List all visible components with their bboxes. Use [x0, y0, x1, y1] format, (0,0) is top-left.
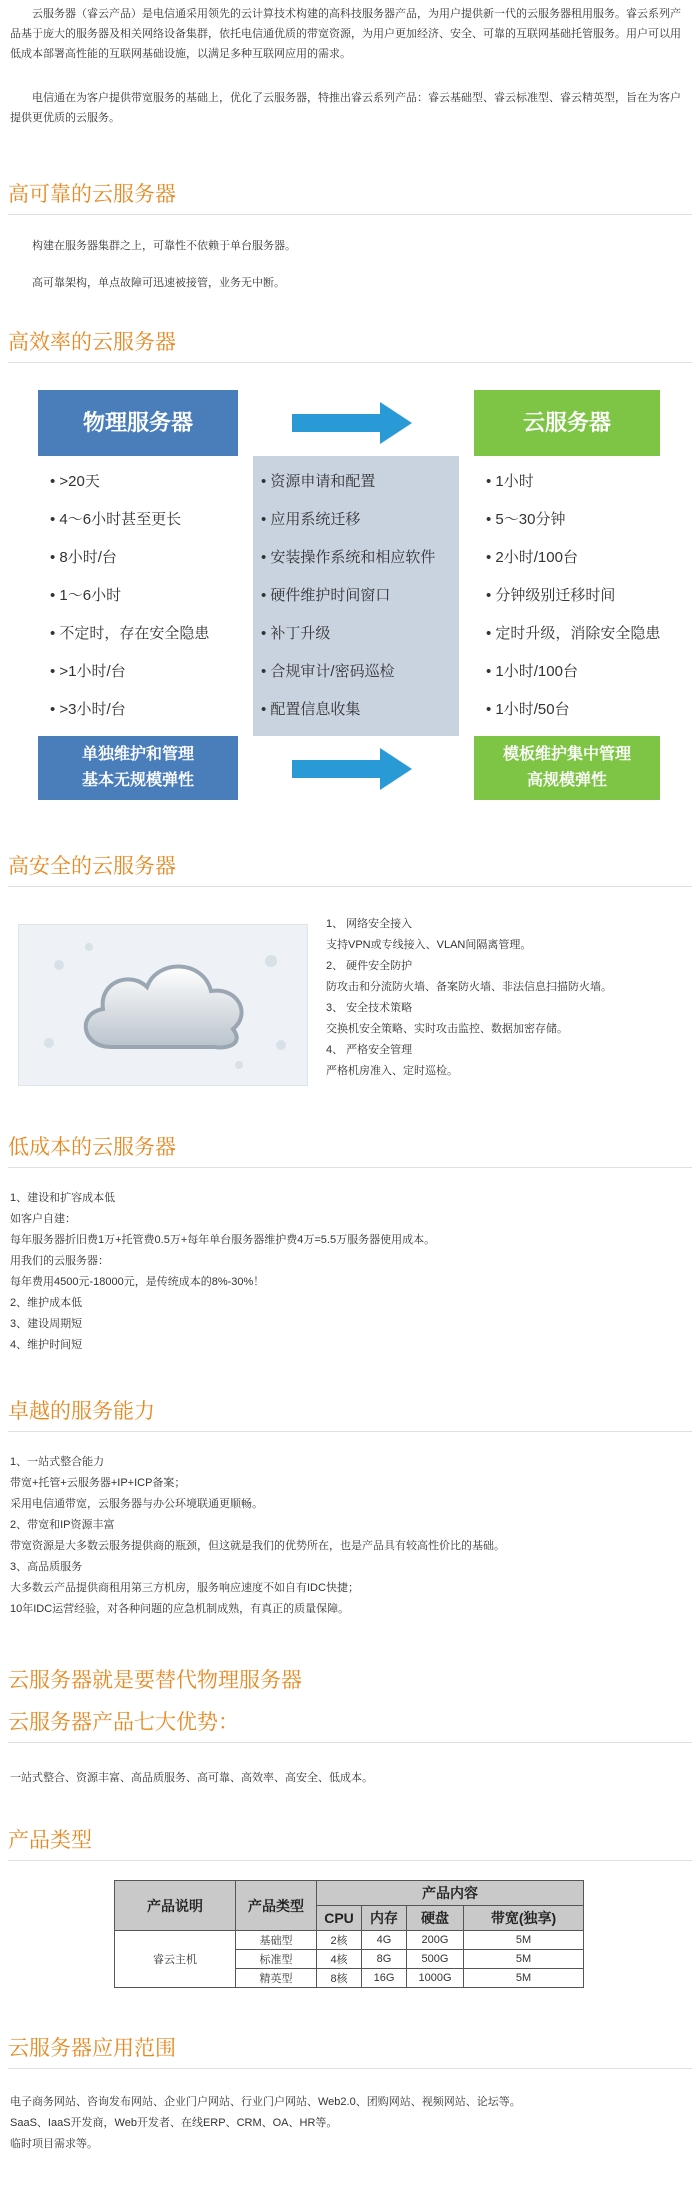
section-heading-secure: 高安全的云服务器: [8, 855, 176, 878]
product-name-cell: 睿云主机: [115, 1931, 236, 1988]
physical-footer-line-1: 单独维护和管理: [81, 746, 194, 763]
list-item: • 不定时，存在安全隐患: [50, 625, 210, 642]
arrow-right-icon: [292, 748, 412, 790]
cloud-security-illustration: [18, 924, 308, 1086]
security-item: 3、 安全技术策略: [326, 1002, 413, 1014]
security-item: 1、 网络安全接入: [326, 918, 413, 930]
lowcost-item: 用我们的云服务器：: [10, 1255, 109, 1267]
lowcost-item: 2、维护成本低: [10, 1297, 83, 1309]
divider: [8, 1167, 692, 1168]
table-cell: 4核: [317, 1950, 362, 1969]
list-item: • 1小时/100台: [486, 663, 578, 680]
list-item: • 定时升级，消除安全隐患: [486, 625, 661, 642]
lowcost-item: 3、建设周期短: [10, 1318, 83, 1330]
table-subheader-memory: 内存: [362, 1906, 407, 1931]
table-subheader-cpu: CPU: [317, 1906, 362, 1931]
section-heading-efficient: 高效率的云服务器: [8, 331, 176, 354]
service-item: 带宽+托管+云服务器+IP+ICP备案；: [10, 1477, 186, 1489]
list-item: • 1～6小时: [50, 587, 122, 604]
list-item: • >20天: [50, 473, 100, 490]
section-heading-types: 产品类型: [8, 1829, 92, 1852]
cloud-footer-line-2: 高规模弹性: [526, 772, 607, 789]
cloud-server-title: 云服务器: [474, 390, 660, 456]
list-item: • 补丁升级: [261, 625, 331, 642]
intro-paragraph-1: 云服务器（睿云产品）是电信通采用领先的云计算技术构建的高科技服务器产品，为用户提供新一代的云服务器租用服务。睿云系列产品基于庞大的服务器及相关网络设备集群，依托电信通优质的带宽资源，为用户更加经济、安全、可靠的互联网基础托管服务。用户可以用低成本部署高性能的互联网基础设施，以满足多种互联网应用的需求。: [10, 8, 681, 60]
list-item: • 安装操作系统和相应软件: [261, 549, 436, 566]
list-item: • 配置信息收集: [261, 701, 361, 718]
physical-server-title: 物理服务器: [38, 390, 238, 456]
service-item: 大多数云产品提供商租用第三方机房，服务响应速度不如自有IDC快捷；: [10, 1582, 359, 1594]
table-row: [115, 1931, 584, 1950]
reliable-text-2: 高可靠架构，单点故障可迅速被接管，业务无中断。: [32, 277, 285, 289]
cloud-server-footer: [474, 736, 660, 800]
list-item: • 分钟级别迁移时间: [486, 587, 616, 604]
lowcost-item: 1、建设和扩容成本低: [10, 1192, 116, 1204]
security-item: 严格机房准入、定时巡检。: [326, 1065, 458, 1077]
divider: [8, 362, 692, 363]
table-cell: 5M: [464, 1950, 584, 1969]
table-cell: 8核: [317, 1969, 362, 1988]
table-subheader-bandwidth: 带宽(独享): [464, 1906, 584, 1931]
section-heading-service: 卓越的服务能力: [8, 1400, 155, 1423]
physical-footer-line-2: 基本无规模弹性: [81, 772, 194, 789]
table-subheader-disk: 硬盘: [407, 1906, 464, 1931]
divider: [8, 214, 692, 215]
scope-item: 临时项目需求等。: [10, 2138, 98, 2150]
list-item: • 2小时/100台: [486, 549, 578, 566]
service-item: 3、高品质服务: [10, 1561, 83, 1573]
product-type-table: [114, 1880, 584, 1988]
table-cell: 8G: [362, 1950, 407, 1969]
list-item: • 4～6小时甚至更长: [50, 511, 182, 528]
physical-server-list: [38, 456, 238, 736]
table-cell: 4G: [362, 1931, 407, 1950]
scope-list: [10, 2092, 690, 2155]
efficiency-comparison-diagram: [38, 390, 660, 800]
service-item: 采用电信通带宽，云服务器与办公环境联通更顺畅。: [10, 1498, 263, 1510]
table-cell: 2核: [317, 1931, 362, 1950]
table-header-type: 产品类型: [236, 1881, 317, 1931]
table-cell: 标准型: [236, 1950, 317, 1969]
section-heading-scope: 云服务器应用范围: [8, 2037, 176, 2060]
lowcost-item: 4、维护时间短: [10, 1339, 83, 1351]
divider: [8, 1431, 692, 1432]
table-header-desc: 产品说明: [115, 1881, 236, 1931]
security-feature-list: [326, 914, 686, 1082]
table-cell: 精英型: [236, 1969, 317, 1988]
divider: [8, 886, 692, 887]
table-cell: 16G: [362, 1969, 407, 1988]
table-cell: 500G: [407, 1950, 464, 1969]
table-cell: 5M: [464, 1969, 584, 1988]
security-item: 4、 严格安全管理: [326, 1044, 413, 1056]
scope-item: SaaS、IaaS开发商，Web开发者、在线ERP、CRM、OA、HR等。: [10, 2117, 338, 2129]
arrow-right-icon: [292, 402, 412, 444]
lowcost-list: [10, 1188, 690, 1356]
list-item: • 硬件维护时间窗口: [261, 587, 391, 604]
section-heading-advantages: 云服务器产品七大优势：: [8, 1711, 239, 1734]
section-heading-replace: 云服务器就是要替代物理服务器: [8, 1669, 302, 1692]
intro-paragraph-2: 电信通在为客户提供带宽服务的基础上，优化了云服务器，特推出睿云系列产品：睿云基础型、睿云标准型、睿云精英型，旨在为客户提供更优质的云服务。: [10, 92, 681, 124]
security-item: 2、 硬件安全防护: [326, 960, 413, 972]
lowcost-item: 每年服务器折旧费1万+托管费0.5万+每年单台服务器维护费4万=5.5万服务器使用成本。: [10, 1234, 436, 1246]
table-cell: 1000G: [407, 1969, 464, 1988]
security-item: 防攻击和分流防火墙、备案防火墙、非法信息扫描防火墙。: [326, 981, 612, 993]
list-item: • 合规审计/密码巡检: [261, 663, 395, 680]
reliable-text-1: 构建在服务器集群之上，可靠性不依赖于单台服务器。: [32, 240, 296, 252]
section-heading-lowcost: 低成本的云服务器: [8, 1136, 176, 1159]
divider: [8, 2068, 692, 2069]
list-item: • 资源申请和配置: [261, 473, 376, 490]
service-list: [10, 1452, 690, 1620]
table-cell: 基础型: [236, 1931, 317, 1950]
table-header-content: 产品内容: [317, 1881, 584, 1906]
service-item: 1、一站式整合能力: [10, 1456, 105, 1468]
list-item: • >3小时/台: [50, 701, 126, 718]
advantages-text: 一站式整合、资源丰富、高品质服务、高可靠、高效率、高安全、低成本。: [10, 1772, 373, 1784]
scope-item: 电子商务网站、咨询发布网站、企业门户网站、行业门户网站、Web2.0、团购网站、视频网站、论坛等。: [10, 2096, 521, 2108]
list-item: • 8小时/台: [50, 549, 117, 566]
service-item: 10年IDC运营经验，对各种问题的应急机制成熟，有真正的质量保障。: [10, 1603, 350, 1615]
cloud-icon: [19, 925, 307, 1085]
cloud-footer-line-1: 模板维护集中管理: [502, 746, 631, 763]
list-item: • 1小时/50台: [486, 701, 570, 718]
table-cell: 5M: [464, 1931, 584, 1950]
section-heading-reliable: 高可靠的云服务器: [8, 183, 176, 206]
table-cell: 200G: [407, 1931, 464, 1950]
service-item: 带宽资源是大多数云服务提供商的瓶颈，但这就是我们的优势所在，也是产品具有较高性价比的基础。: [10, 1540, 505, 1552]
cloud-server-list: [474, 456, 660, 736]
management-tasks-list: [253, 456, 459, 736]
divider: [8, 1860, 692, 1861]
security-item: 交换机安全策略、实时攻击监控、数据加密存储。: [326, 1023, 568, 1035]
list-item: • 1小时: [486, 473, 534, 490]
lowcost-item: 每年费用4500元-18000元，是传统成本的8%-30%！: [10, 1276, 265, 1288]
list-item: • 5～30分钟: [486, 511, 566, 528]
security-item: 支持VPN或专线接入、VLAN间隔离管理。: [326, 939, 532, 951]
list-item: • 应用系统迁移: [261, 511, 361, 528]
divider: [8, 1742, 692, 1743]
lowcost-item: 如客户自建：: [10, 1213, 76, 1225]
physical-server-footer: [38, 736, 238, 800]
list-item: • >1小时/台: [50, 663, 126, 680]
service-item: 2、带宽和IP资源丰富: [10, 1519, 115, 1531]
